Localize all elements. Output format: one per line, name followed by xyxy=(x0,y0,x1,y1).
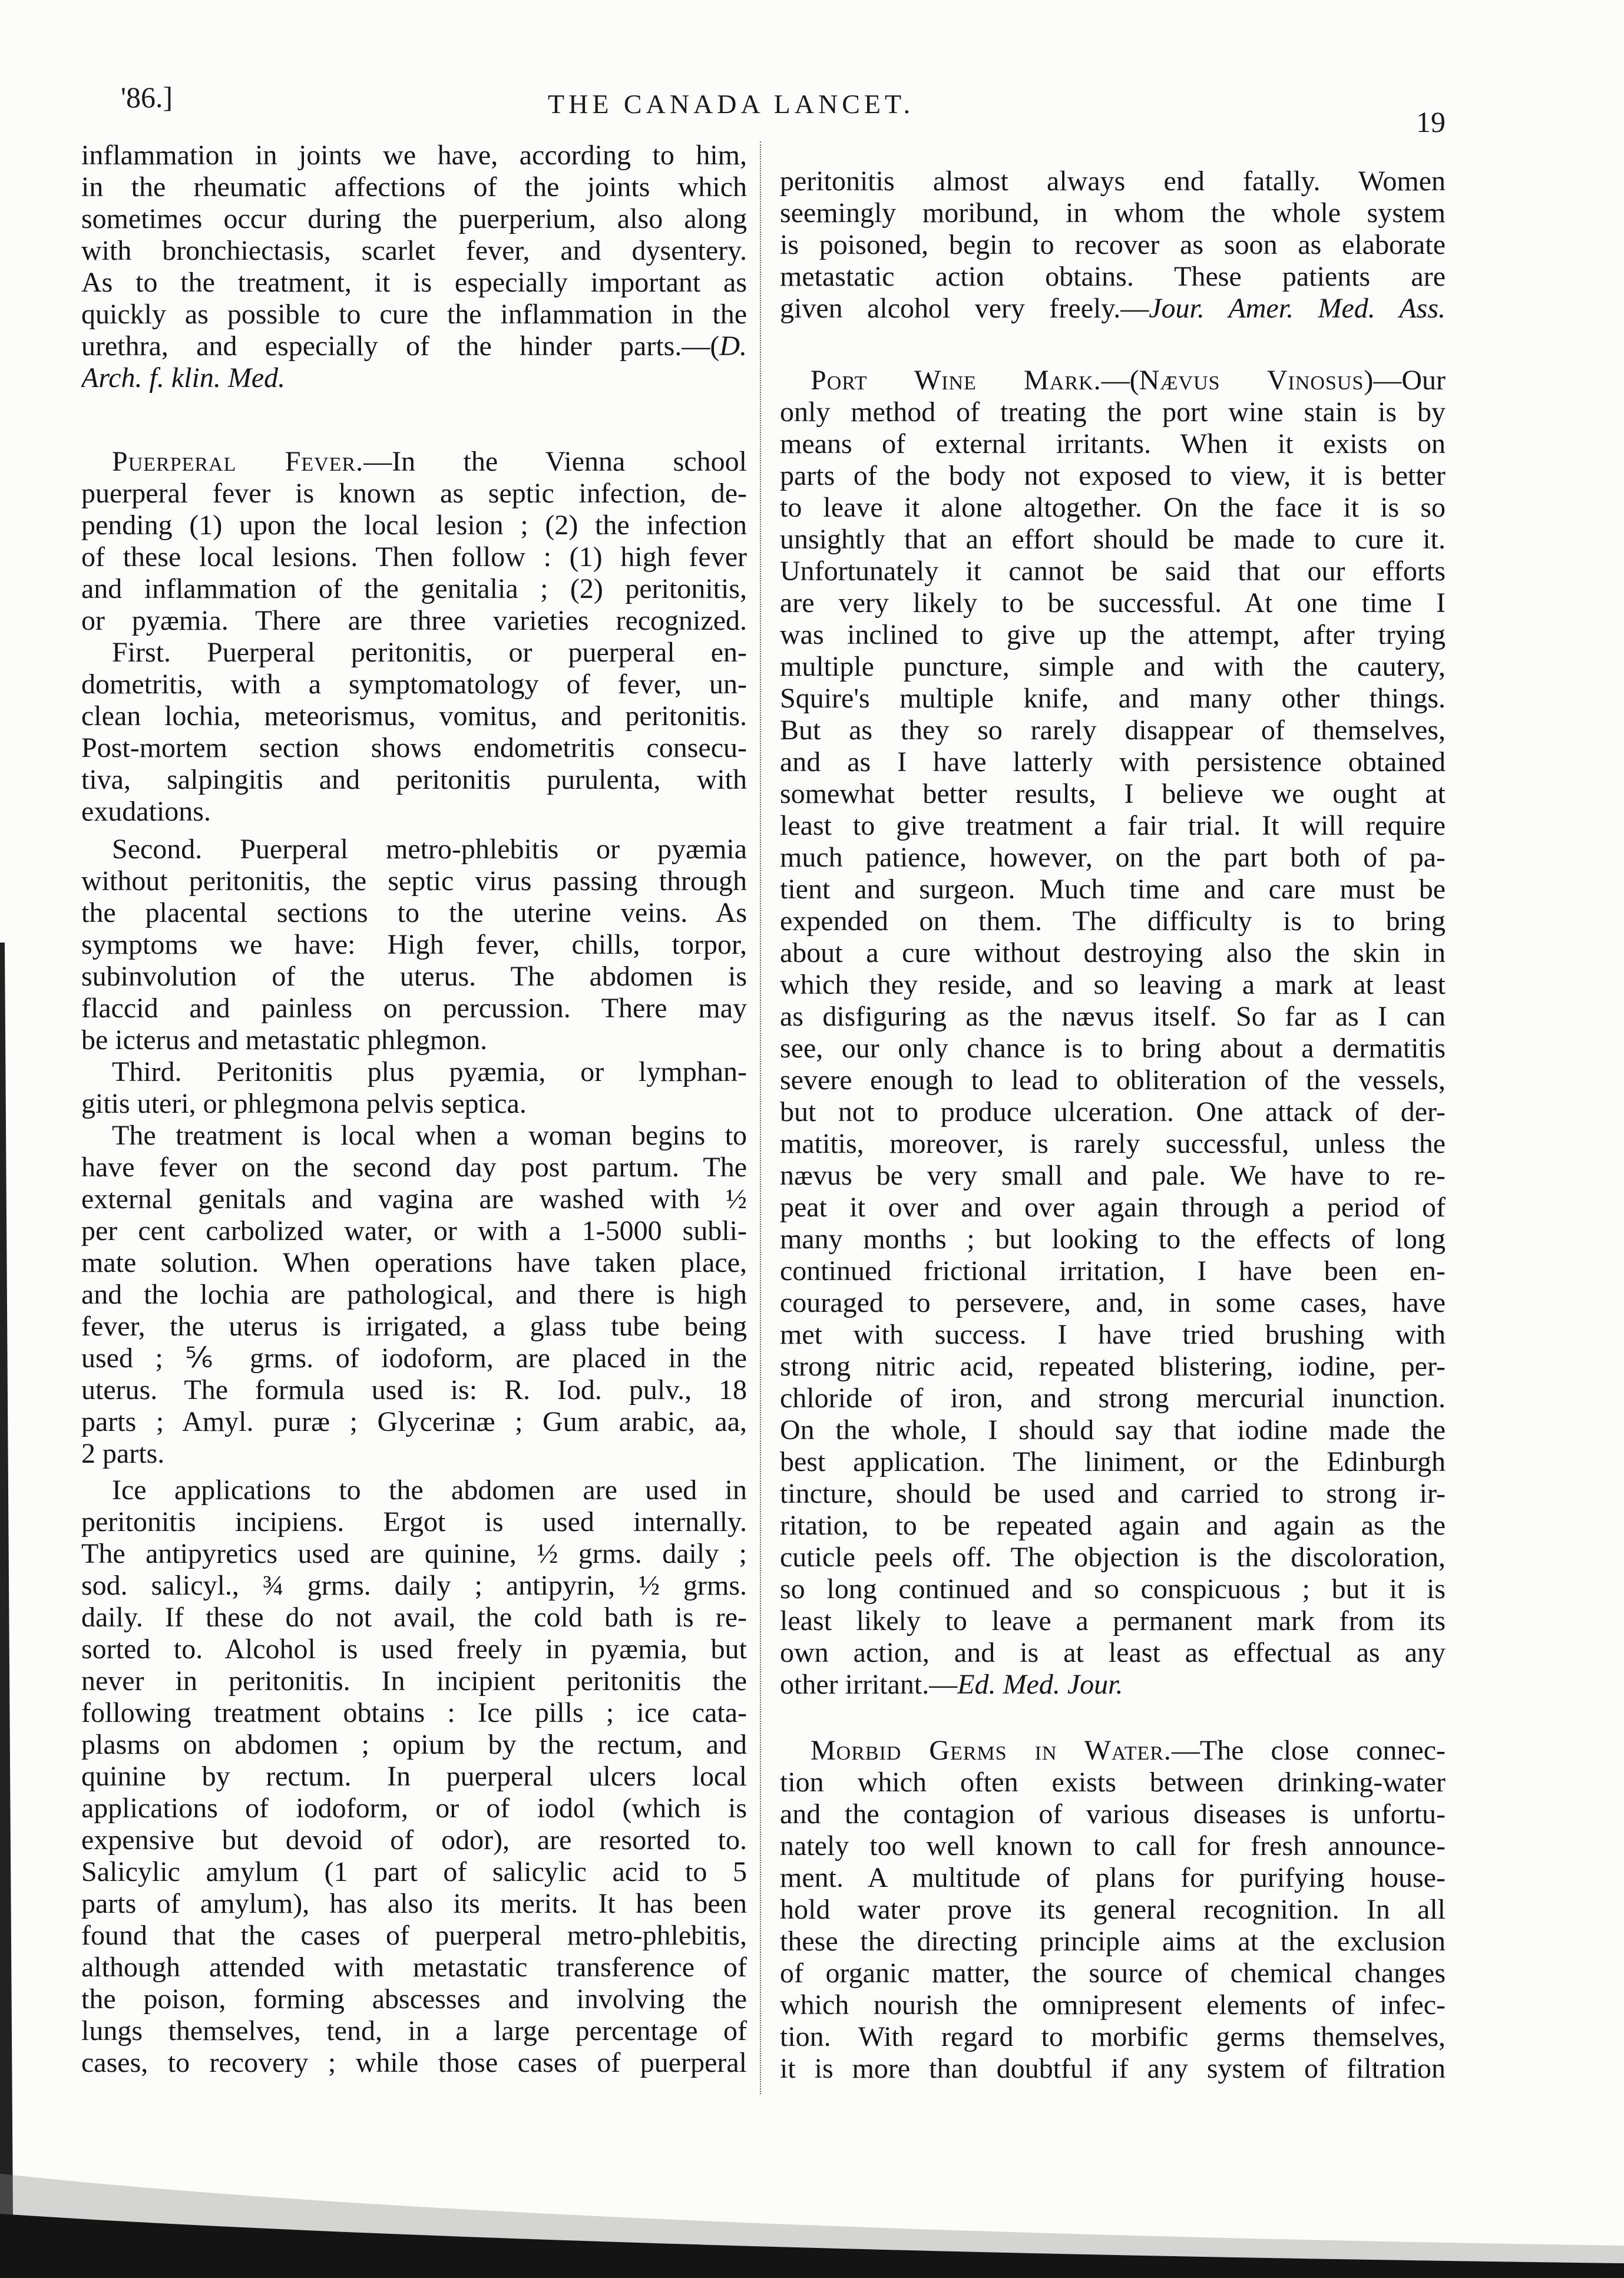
text-line: Salicylic amylum (1 part of salicylic acid to 5 xyxy=(81,1856,747,1887)
text-line: sod. salicyl., ¾ grms. daily ; antipyrin, ½ grms. xyxy=(81,1570,747,1601)
text-run: given alcohol very freely.— xyxy=(780,293,1149,324)
text-line: applications of iodoform, or of iodol (which is xyxy=(81,1793,747,1824)
text-line: exudations. xyxy=(81,796,211,827)
text-line: found that the cases of puerperal metro-phlebitis, xyxy=(81,1920,747,1951)
paragraph-morbid-germs-in-water xyxy=(780,1735,1446,2085)
text-line: sometimes occur during the puerperium, also along xyxy=(81,203,747,234)
section-heading: Port Wine Mark. xyxy=(811,365,1102,396)
text-run: —In the Vienna school xyxy=(363,446,747,477)
text-line xyxy=(81,446,747,478)
text-line: tincture, should be used and carried to strong ir- xyxy=(780,1478,1446,1509)
text-line: per cent carbolized water, or with a 1-5000 subli- xyxy=(81,1215,747,1247)
paragraph-peritonitis-continued xyxy=(780,166,1446,325)
text-line: cases, to recovery ; while those cases of puerperal xyxy=(81,2047,747,2078)
section-heading: Puerperal Fever. xyxy=(112,446,364,477)
text-line: tiva, salpingitis and peritonitis purulenta, with xyxy=(81,764,747,795)
text-line: the poison, forming abscesses and involving the xyxy=(81,1983,747,2015)
text-line: continued frictional irritation, I have been en- xyxy=(780,1255,1446,1287)
text-line: lungs themselves, tend, in a large percentage of xyxy=(81,2015,747,2046)
paragraph-inflammation-continued xyxy=(81,140,747,394)
text-line: of organic matter, the source of chemical changes xyxy=(780,1958,1446,1989)
column-divider xyxy=(760,141,761,2094)
text-line: as disfiguring as the nævus itself. So far as I can xyxy=(780,1001,1446,1032)
text-line: used ; ⅚ grms. of iodoform, are placed in the xyxy=(81,1343,747,1374)
text-line: pending (1) upon the local lesion ; (2) the infection xyxy=(81,510,747,541)
text-line: nævus be very small and pale. We have to re- xyxy=(780,1160,1446,1191)
text-line: without peritonitis, the septic virus passing through xyxy=(81,865,747,897)
text-line: and inflammation of the genitalia ; (2) peritonitis, xyxy=(81,573,747,604)
text-line: in the rheumatic affections of the joints which xyxy=(81,171,747,203)
right-column xyxy=(780,166,1446,2085)
text-line: least to give treatment a fair trial. It will require xyxy=(780,810,1446,841)
text-line: met with success. I have tried brushing with xyxy=(780,1319,1446,1350)
text-line: 2 parts. xyxy=(81,1438,165,1469)
text-line: chloride of iron, and strong mercurial inunction. xyxy=(780,1383,1446,1414)
text-line: severe enough to lead to obliteration of the vessels, xyxy=(780,1064,1446,1096)
text-line: or pyæmia. There are three varieties recognized. xyxy=(81,605,747,636)
text-line: tient and surgeon. Much time and care must be xyxy=(780,874,1446,905)
paragraph-third-variety xyxy=(81,1056,747,1120)
text-line: following treatment obtains : Ice pills ; ice cata- xyxy=(81,1697,747,1728)
left-edge-shadow xyxy=(0,943,13,2215)
text-line: tion. With regard to morbific germs themselves, xyxy=(780,2021,1446,2052)
text-line: which nourish the omnipresent elements of infec- xyxy=(780,1989,1446,2021)
text-line: are very likely to be successful. At one time I xyxy=(780,587,1446,619)
running-head-year: '86.] xyxy=(121,81,173,114)
text-line: is poisoned, begin to recover as soon as elaborate xyxy=(780,229,1446,260)
text-line: cuticle peels off. The objection is the discoloration, xyxy=(780,1542,1446,1573)
text-line: plasms on abdomen ; opium by the rectum, and xyxy=(81,1729,747,1760)
text-line: although attended with metastatic transference of xyxy=(81,1952,747,1983)
text-line: flaccid and painless on percussion. There may xyxy=(81,993,747,1024)
text-line: quinine by rectum. In puerperal ulcers local xyxy=(81,1761,747,1792)
text-line: Unfortunately it cannot be said that our efforts xyxy=(780,556,1446,587)
text-line: ment. A multitude of plans for purifying house- xyxy=(780,1862,1446,1893)
text-run: —The close connec- xyxy=(1171,1735,1446,1766)
paragraph-puerperal-fever xyxy=(81,446,747,637)
text-line: own action, and is at least as effectual as any xyxy=(780,1637,1446,1668)
text-line: tion which often exists between drinking-water xyxy=(780,1767,1446,1798)
text-line: with bronchiectasis, scarlet fever, and dysentery. xyxy=(81,235,747,266)
paragraph-local-treatment xyxy=(81,1120,747,1470)
text-line: puerperal fever is known as septic infection, de- xyxy=(81,478,747,509)
text-line: Third. Peritonitis plus pyæmia, or lymphan- xyxy=(112,1056,747,1087)
text-line: But as they so rarely disappear of themselves, xyxy=(780,715,1446,746)
source-citation: Arch. f. klin. Med. xyxy=(81,362,286,394)
source-citation: Jour. Amer. Med. Ass. xyxy=(1149,293,1446,324)
text-line: subinvolution of the uterus. The abdomen is xyxy=(81,961,747,992)
text-line: best application. The liniment, or the Edinburgh xyxy=(780,1446,1446,1477)
text-line: somewhat better results, I believe we ought at xyxy=(780,778,1446,809)
text-line: least likely to leave a permanent mark from its xyxy=(780,1605,1446,1636)
paragraph-second-variety xyxy=(81,834,747,1056)
text-line: external genitals and vagina are washed with ½ xyxy=(81,1183,747,1215)
source-citation: D. xyxy=(719,330,747,362)
text-line xyxy=(780,365,1446,396)
text-line: dometritis, with a symptomatology of fever, un- xyxy=(81,669,747,700)
left-column xyxy=(81,140,747,2079)
text-line: but not to produce ulceration. One attack of der- xyxy=(780,1096,1446,1128)
text-line: inflammation in joints we have, according to him, xyxy=(81,140,747,171)
text-line xyxy=(780,293,1446,325)
section-heading: Nævus Vinosus xyxy=(1139,365,1364,396)
text-line: nately too well known to call for fresh announce- xyxy=(780,1830,1446,1862)
text-line: peat it over and over again through a period of xyxy=(780,1192,1446,1223)
bottom-edge-gray-band xyxy=(0,2174,1624,2263)
text-line: multiple puncture, simple and with the cautery, xyxy=(780,651,1446,682)
text-line: many months ; but looking to the effects of long xyxy=(780,1224,1446,1255)
text-line: unsightly that an effort should be made to cure it. xyxy=(780,524,1446,555)
paragraph-first-variety xyxy=(81,637,747,828)
paragraph-port-wine-mark xyxy=(780,365,1446,1701)
text-line: expended on them. The difficulty is to bring xyxy=(780,905,1446,937)
text-line xyxy=(81,362,747,394)
text-line: never in peritonitis. In incipient peritonitis the xyxy=(81,1665,747,1697)
text-line: hold water prove its general recognition. In all xyxy=(780,1894,1446,1925)
text-line: couraged to persevere, and, in some cases, have xyxy=(780,1287,1446,1318)
text-line: parts ; Amyl. puræ ; Glycerinæ ; Gum arabic, aa, xyxy=(81,1406,747,1437)
text-line: gitis uteri, or phlegmona pelvis septica. xyxy=(81,1088,527,1119)
text-line: The antipyretics used are quinine, ½ grms. daily ; xyxy=(81,1538,747,1569)
text-line: Ice applications to the abdomen are used in xyxy=(112,1474,747,1506)
text-line: and as I have latterly with persistence obtained xyxy=(780,746,1446,778)
text-line xyxy=(780,1735,1446,1767)
text-line: the placental sections to the uterine veins. As xyxy=(81,897,747,928)
section-heading: Morbid Germs in Water. xyxy=(811,1735,1172,1766)
paragraph-ice-applications xyxy=(81,1474,747,2079)
text-line: of these local lesions. Then follow : (1) high fever xyxy=(81,541,747,573)
text-line: Squire's multiple knife, and many other things. xyxy=(780,683,1446,714)
text-line: have fever on the second day post partum. The xyxy=(81,1152,747,1183)
text-line: and the contagion of various diseases is unfortu- xyxy=(780,1798,1446,1830)
text-run: )—Our xyxy=(1364,365,1446,396)
text-line: which they reside, and so leaving a mark at least xyxy=(780,969,1446,1000)
text-line: was inclined to give up the attempt, after trying xyxy=(780,619,1446,650)
text-line: uterus. The formula used is: R. Iod. pulv., 18 xyxy=(81,1374,747,1406)
text-line: quickly as possible to cure the inflammation in the xyxy=(81,299,747,330)
text-line: matitis, moreover, is rarely successful, unless the xyxy=(780,1128,1446,1159)
text-line: Post-mortem section shows endometritis consecu- xyxy=(81,732,747,763)
text-line xyxy=(81,330,747,362)
text-run: urethra, and especially of the hinder parts.—( xyxy=(81,330,720,362)
text-line: and the lochia are pathological, and there is high xyxy=(81,1279,747,1310)
journal-title: THE CANADA LANCET. xyxy=(548,89,915,119)
text-line: sorted to. Alcohol is used freely in pyæmia, but xyxy=(81,1634,747,1665)
text-line: metastatic action obtains. These patients are xyxy=(780,261,1446,292)
text-line: symptoms we have: High fever, chills, torpor, xyxy=(81,929,747,960)
text-line: to leave it alone altogether. On the face it is so xyxy=(780,492,1446,523)
text-line: parts of amylum), has also its merits. It has been xyxy=(81,1888,747,1919)
text-line: On the whole, I should say that iodine made the xyxy=(780,1414,1446,1446)
text-line: expensive but devoid of odor), are resorted to. xyxy=(81,1824,747,1856)
text-line: peritonitis incipiens. Ergot is used internally. xyxy=(81,1506,747,1538)
text-line: means of external irritants. When it exists on xyxy=(780,428,1446,459)
text-run: other irritant.— xyxy=(780,1669,958,1700)
text-line: seemingly moribund, in whom the whole system xyxy=(780,197,1446,229)
text-run: —( xyxy=(1101,365,1139,396)
page-number: 19 xyxy=(1416,105,1446,138)
text-line: strong nitric acid, repeated blistering, iodine, per- xyxy=(780,1351,1446,1382)
text-line: First. Puerperal peritonitis, or puerperal en- xyxy=(112,637,747,668)
text-line: much patience, however, on the part both of pa- xyxy=(780,842,1446,873)
text-line: peritonitis almost always end fatally. Women xyxy=(780,166,1446,197)
text-line: see, our only chance is to bring about a dermatitis xyxy=(780,1033,1446,1064)
text-line: about a cure without destroying also the skin in xyxy=(780,937,1446,968)
text-line: As to the treatment, it is especially important as xyxy=(81,267,747,298)
text-line: clean lochia, meteorismus, vomitus, and peritonitis. xyxy=(81,700,747,732)
text-line: The treatment is local when a woman begins to xyxy=(112,1120,747,1151)
bottom-edge-shadow xyxy=(0,2214,1624,2278)
text-line xyxy=(780,1669,1446,1701)
text-line: so long continued and so conspicuous ; but it is xyxy=(780,1573,1446,1605)
text-line: daily. If these do not avail, the cold bath is re- xyxy=(81,1602,747,1633)
text-line: ritation, to be repeated again and again as the xyxy=(780,1510,1446,1541)
text-line: parts of the body not exposed to view, it is better xyxy=(780,460,1446,491)
text-line: only method of treating the port wine stain is by xyxy=(780,396,1446,428)
text-line: these the directing principle aims at the exclusion xyxy=(780,1926,1446,1957)
source-citation: Ed. Med. Jour. xyxy=(957,1669,1123,1700)
text-line: be icterus and metastatic phlegmon. xyxy=(81,1024,488,1056)
text-line: Second. Puerperal metro-phlebitis or pyæmia xyxy=(112,834,747,865)
text-line: it is more than doubtful if any system of filtration xyxy=(780,2053,1446,2084)
text-line: mate solution. When operations have taken place, xyxy=(81,1247,747,1278)
text-line: fever, the uterus is irrigated, a glass tube being xyxy=(81,1311,747,1342)
